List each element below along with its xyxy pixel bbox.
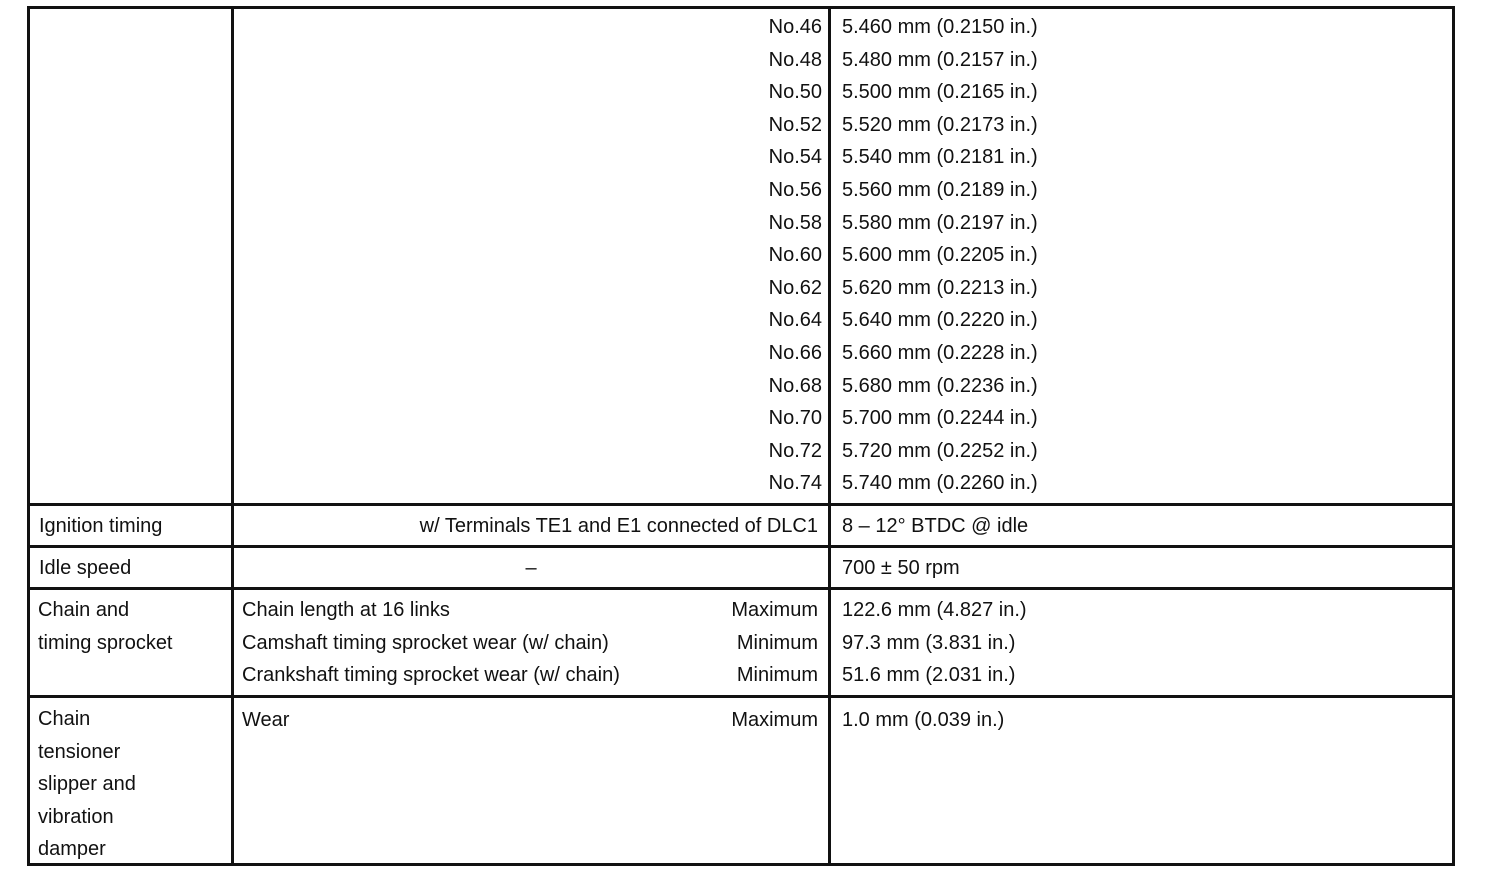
shim-number: No.62 [768, 276, 822, 299]
shim-thickness-value: 5.460 mm (0.2150 in.) [842, 16, 1038, 38]
tensioner-item-line: slipper and [38, 773, 136, 796]
idle-condition: – [525, 557, 537, 579]
idle-value: 700 ± 50 rpm [842, 557, 960, 579]
shim-number: No.46 [768, 16, 822, 38]
chain-row-limit: Minimum [736, 664, 818, 686]
shim-thickness-value: 5.580 mm (0.2197 in.) [842, 211, 1038, 234]
shim-number: No.52 [768, 113, 822, 136]
ignition-condition: w/ Terminals TE1 and E1 connected of DLC1 [419, 515, 818, 537]
shim-thickness-value: 5.660 mm (0.2228 in.) [842, 341, 1038, 364]
chain-row-description: Camshaft timing sprocket wear (w/ chain) [242, 631, 609, 654]
shim-thickness-value: 5.600 mm (0.2205 in.) [842, 244, 1038, 267]
chain-item-line: timing sprocket [38, 631, 173, 654]
shim-number-list [240, 11, 822, 500]
ignition-value: 8 – 12° BTDC @ idle [842, 515, 1029, 537]
tensioner-item-line: Chain [38, 708, 91, 730]
shim-number: No.48 [768, 48, 822, 71]
shim-number: No.64 [768, 309, 822, 332]
row-divider [30, 545, 1452, 548]
shim-thickness-value: 5.700 mm (0.2244 in.) [842, 407, 1038, 430]
column-divider [231, 9, 234, 863]
chain-row-value: 97.3 mm (3.831 in.) [842, 631, 1016, 654]
ignition-item-label: Ignition timing [39, 515, 163, 537]
shim-number: No.56 [768, 178, 822, 201]
chain-row-value: 122.6 mm (4.827 in.) [842, 599, 1027, 621]
tensioner-value: 1.0 mm (0.039 in.) [842, 709, 1005, 731]
chain-item-label [38, 594, 173, 659]
tensioner-limit: Maximum [731, 709, 818, 731]
chain-row-limit: Minimum [736, 631, 818, 654]
shim-thickness-value: 5.500 mm (0.2165 in.) [842, 81, 1038, 104]
chain-values [842, 594, 1027, 692]
chain-row-description: Crankshaft timing sprocket wear (w/ chain) [242, 664, 620, 686]
chain-row-description: Chain length at 16 links [242, 599, 450, 621]
chain-row-value: 51.6 mm (2.031 in.) [842, 664, 1016, 686]
shim-thickness-value: 5.620 mm (0.2213 in.) [842, 276, 1038, 299]
shim-number: No.50 [768, 81, 822, 104]
tensioner-item-line: vibration [38, 805, 114, 828]
row-divider [30, 503, 1452, 506]
shim-number: No.54 [768, 146, 822, 169]
chain-limits [630, 594, 818, 692]
row-divider [30, 587, 1452, 590]
shim-thickness-value: 5.520 mm (0.2173 in.) [842, 113, 1038, 136]
chain-item-line: Chain and [38, 599, 130, 621]
tensioner-item-line: tensioner [38, 740, 121, 763]
shim-thickness-value: 5.740 mm (0.2260 in.) [842, 472, 1038, 495]
column-divider [828, 9, 831, 863]
shim-thickness-value: 5.640 mm (0.2220 in.) [842, 309, 1038, 332]
shim-thickness-list [842, 11, 1442, 500]
shim-number: No.70 [768, 407, 822, 430]
tensioner-description: Wear [242, 709, 290, 731]
shim-thickness-value: 5.540 mm (0.2181 in.) [842, 146, 1038, 169]
chain-row-limit: Maximum [731, 599, 818, 621]
shim-number: No.72 [768, 439, 822, 462]
shim-number: No.68 [768, 374, 822, 397]
chain-descriptions [242, 594, 620, 692]
shim-number: No.74 [768, 472, 822, 495]
shim-thickness-value: 5.560 mm (0.2189 in.) [842, 178, 1038, 201]
spec-table [27, 6, 1455, 866]
shim-number: No.58 [768, 211, 822, 234]
shim-thickness-value: 5.720 mm (0.2252 in.) [842, 439, 1038, 462]
row-divider [30, 695, 1452, 698]
tensioner-item-line: damper [38, 838, 106, 861]
shim-number: No.66 [768, 341, 822, 364]
tensioner-item-label [38, 703, 136, 866]
shim-thickness-value: 5.480 mm (0.2157 in.) [842, 48, 1038, 71]
shim-thickness-value: 5.680 mm (0.2236 in.) [842, 374, 1038, 397]
shim-number: No.60 [768, 244, 822, 267]
idle-item-label: Idle speed [39, 557, 132, 579]
